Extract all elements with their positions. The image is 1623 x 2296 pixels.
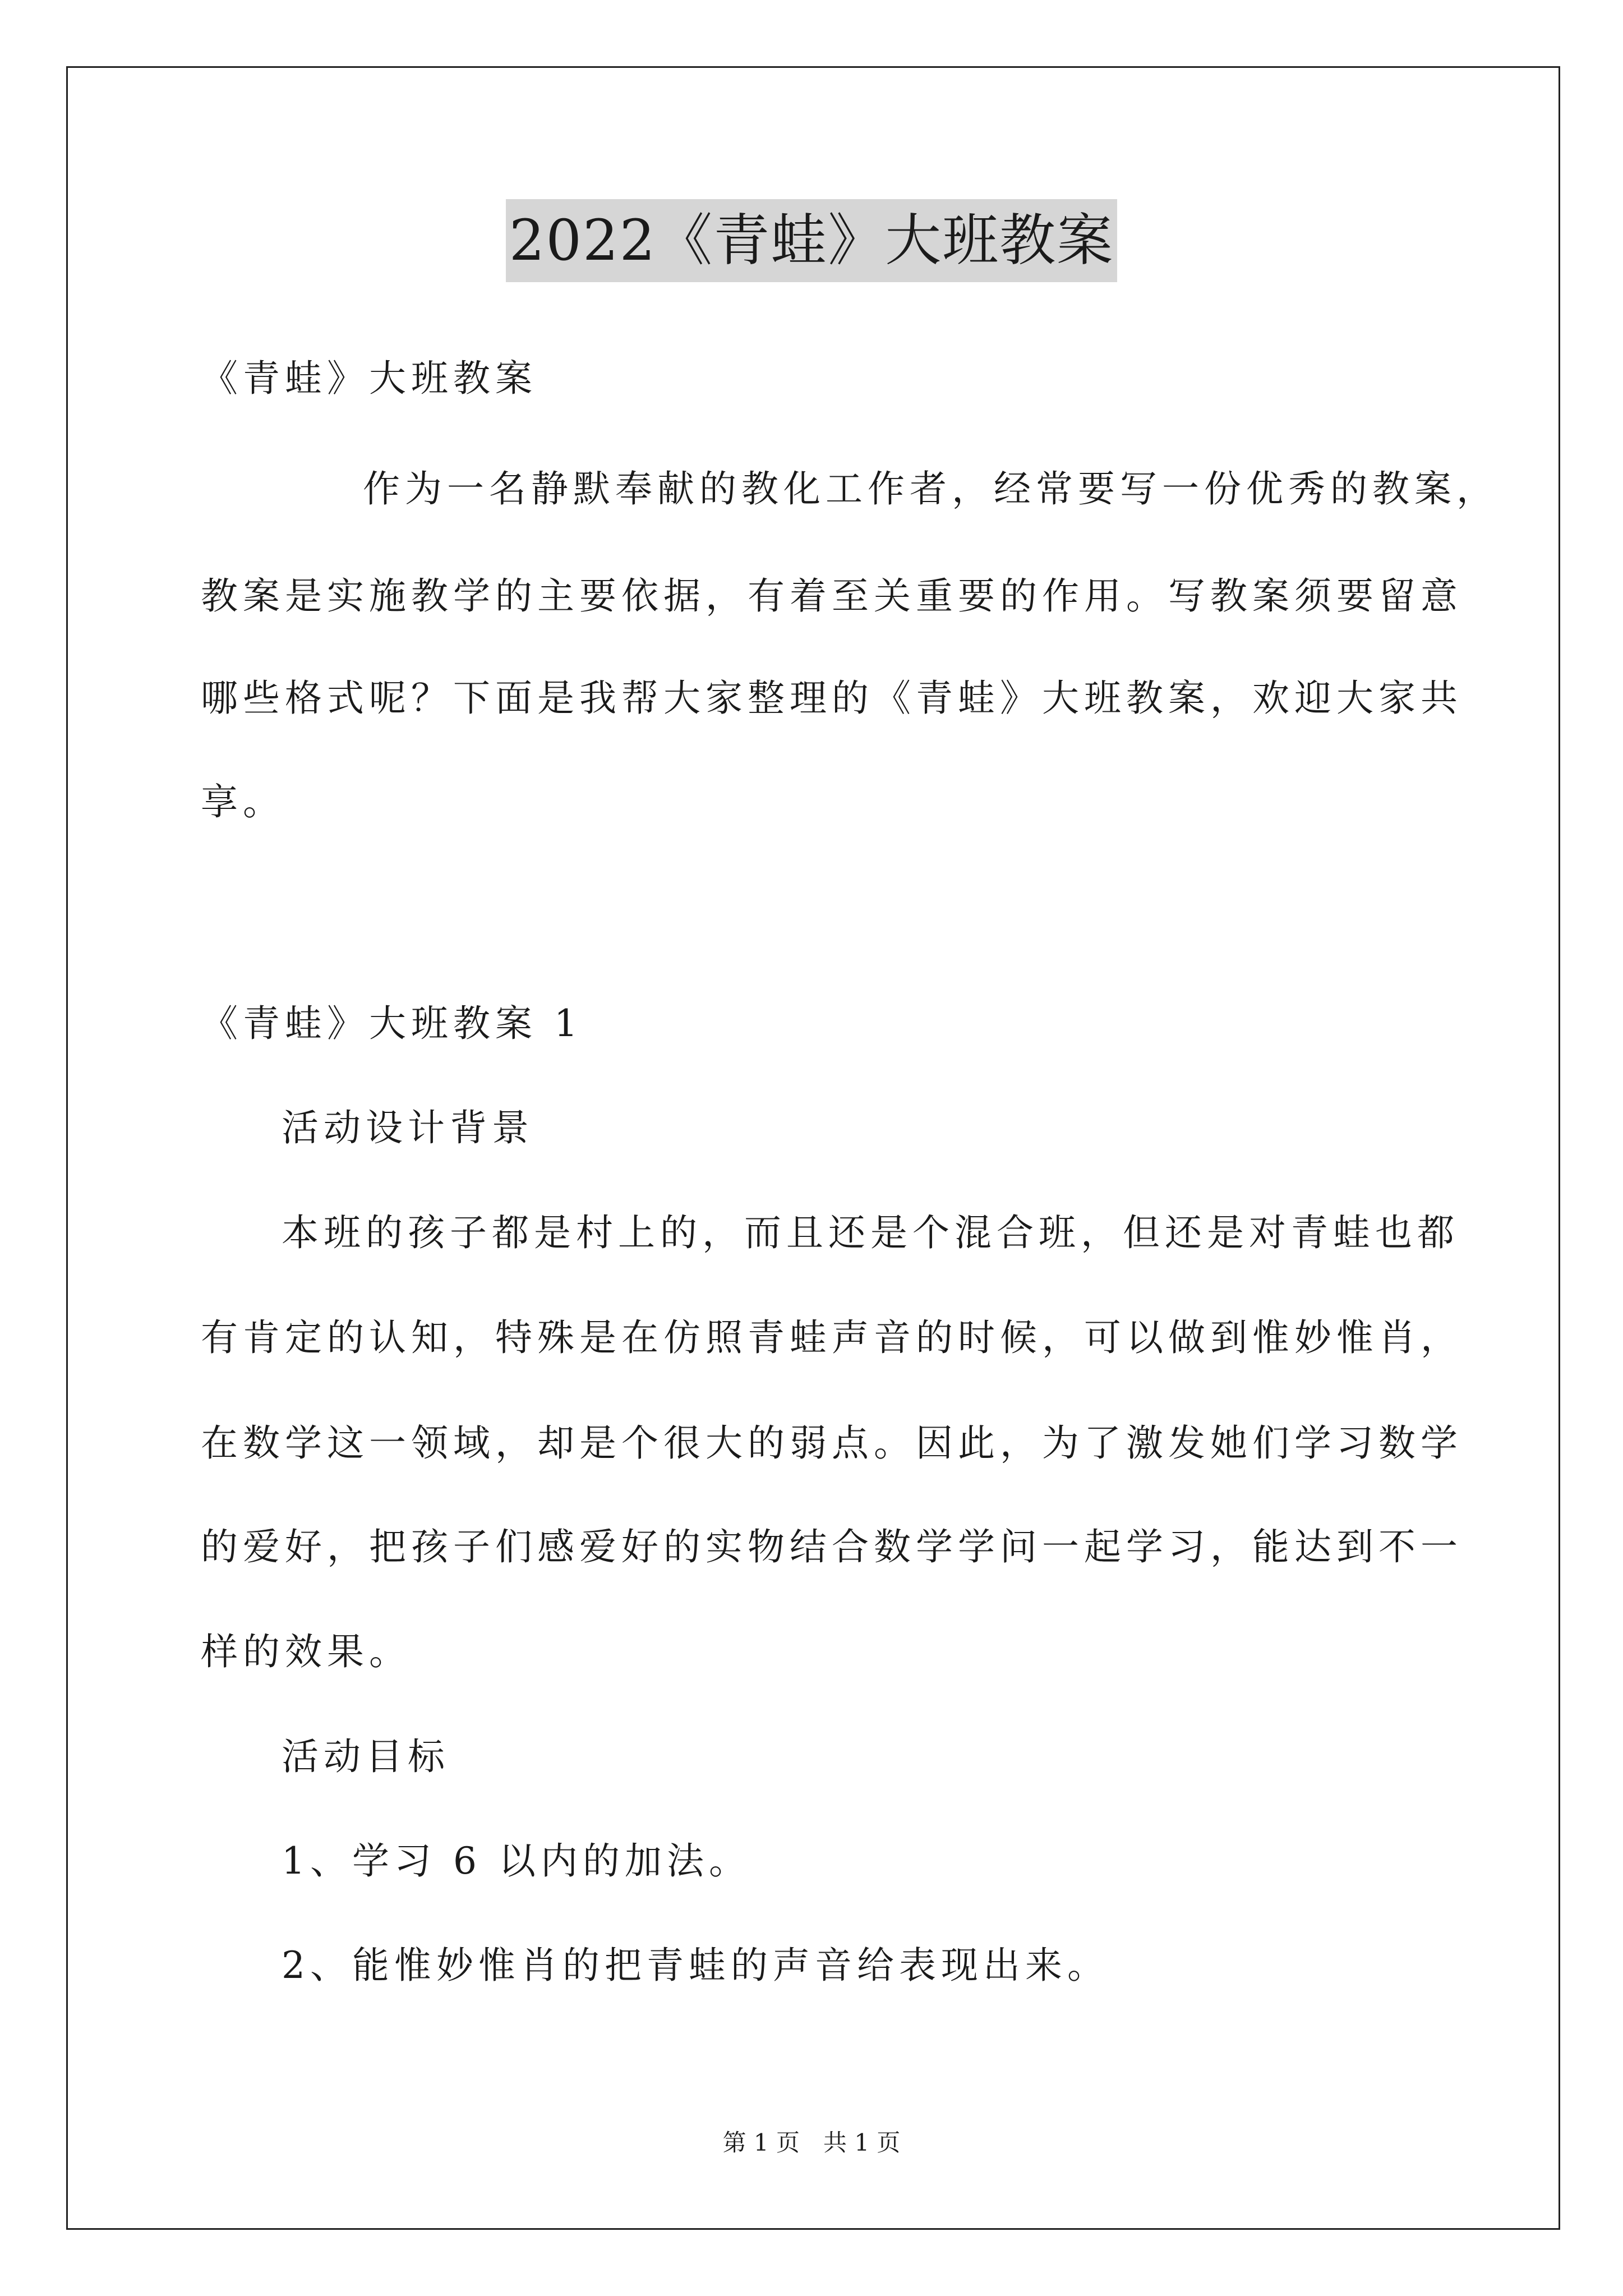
intro-paragraph-line: 哪些格式呢？下面是我帮大家整理的《青蛙》大班教案，欢迎大家共 <box>201 677 1463 720</box>
intro-paragraph-line: 享。 <box>201 780 285 823</box>
goal-item: 2、能惟妙惟肖的把青蛙的声音给表现出来。 <box>282 1944 1109 1987</box>
background-paragraph-line: 样的效果。 <box>201 1630 411 1673</box>
goal-item: 1、学习 6 以内的加法。 <box>282 1839 751 1883</box>
intro-paragraph-line: 教案是实施教学的主要依据，有着至关重要的作用。写教案须要留意 <box>201 574 1463 618</box>
background-paragraph-line: 本班的孩子都是村上的，而且还是个混合班，但还是对青蛙也都 <box>282 1211 1459 1254</box>
subsection-heading: 活动目标 <box>282 1735 450 1778</box>
subsection-heading: 活动设计背景 <box>282 1106 534 1149</box>
background-paragraph-line: 的爱好，把孩子们感爱好的实物结合数学学问一起学习，能达到不一 <box>201 1525 1463 1568</box>
section-heading: 《青蛙》大班教案 1 <box>201 1002 583 1045</box>
background-paragraph-line: 有肯定的认知，特殊是在仿照青蛙声音的时候，可以做到惟妙惟肖， <box>201 1316 1463 1359</box>
subtitle: 《青蛙》大班教案 <box>201 357 537 400</box>
background-paragraph-line: 在数学这一领域，却是个很大的弱点。因此，为了激发她们学习数学 <box>201 1421 1463 1465</box>
intro-paragraph-line: 作为一名静默奉献的教化工作者，经常要写一份优秀的教案， <box>363 467 1498 510</box>
page-footer: 第 1 页 共 1 页 <box>722 2129 901 2156</box>
title-container <box>0 199 1623 282</box>
document-title: 2022《青蛙》大班教案 <box>506 199 1118 282</box>
